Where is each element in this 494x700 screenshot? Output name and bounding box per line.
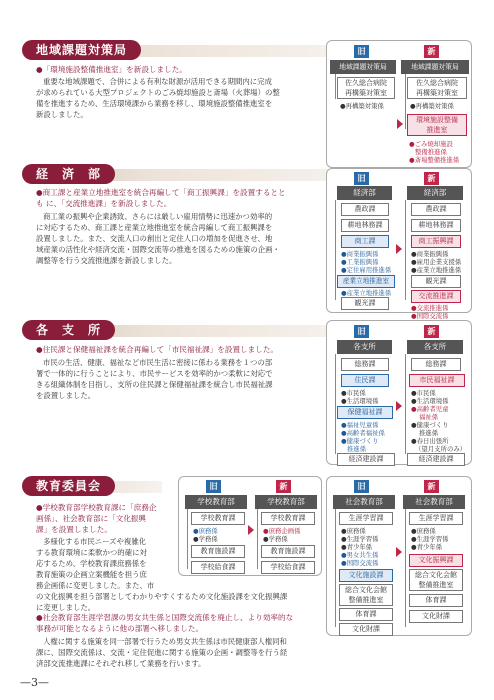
body-paragraph: 重要な地域課題で、合併による有利な財源が活用できる期間内に完成 が求められている大型プロジェクトのごみ焼却施設と斎場（火葬場）の整 備を推進するため、生活環境課から業務を移し、環境施設整備推進室を 新設しました。 <box>36 77 280 119</box>
new-item: ●健康づくり <box>411 421 449 429</box>
new-item: 推進係 <box>419 429 439 437</box>
old-box: 総合文化会館 整備推進室 <box>339 584 393 606</box>
arrow-icon <box>396 244 402 254</box>
section-header-keizai <box>22 164 352 184</box>
new-item: （望月支所のみ） <box>415 445 467 453</box>
old-box: 商工課 <box>341 235 389 248</box>
new-tag: 新 <box>424 172 439 185</box>
new-box: 総務課 <box>411 358 461 371</box>
new-box: 耕地林務課 <box>411 219 461 232</box>
old-tag: 旧 <box>354 172 369 185</box>
org-chart-shisho <box>326 320 472 465</box>
new-box: 文化振興課 <box>409 554 463 567</box>
old-box: 教育施設課 <box>191 545 245 558</box>
new-item: ●青少年係 <box>411 543 443 551</box>
new-tag: 新 <box>424 325 439 338</box>
old-item: ●学務係 <box>193 535 218 543</box>
new-box: 生涯学習課 <box>409 512 463 525</box>
section-title: 各 支 所 <box>22 320 115 340</box>
old-box: 経済建設課 <box>337 453 395 466</box>
old-item: ●工業振興係 <box>341 258 379 266</box>
old-item: ●産業立地推進係 <box>341 289 392 297</box>
new-tag: 新 <box>424 45 439 58</box>
arrow-icon <box>397 119 403 129</box>
body-paragraph: 市民の生活、健康、福祉など市民生活に密接に係わる業務を１つの部 署で一体的に行うことにより、市民サービスを効率的かつ柔軟に対応で きる組織体制を目指し、支所の住民課と保健福祉課を統合し市民福祉課 を設置しました。 <box>36 358 273 400</box>
old-box: 学校教育課 <box>191 512 245 525</box>
new-box: 経済建設課 <box>407 453 465 466</box>
lead-text: ●商工課と産業立地推進室を統合再編して「商工振興課」を設置するとと も に、「交流推進課」を新設しました。 <box>36 188 286 208</box>
old-item: ●男女共生係 <box>341 551 379 559</box>
new-box: 教育施設課 <box>261 545 315 558</box>
new-item: 整備推進係 <box>415 148 447 156</box>
new-item: ●国際交流係 <box>411 312 449 320</box>
lead-text: ●「環境施設整備推進室」を新設しました。 <box>36 65 187 74</box>
new-box: 体育課 <box>409 594 463 607</box>
section-title: 地域課題対策局 <box>22 40 141 60</box>
old-box: 農政課 <box>341 203 389 216</box>
old-box: 文化財課 <box>339 623 393 636</box>
new-tag: 新 <box>424 480 439 493</box>
new-item: ●雇用企業支援係 <box>411 258 462 266</box>
new-box: 農政課 <box>411 203 461 216</box>
old-item: ●生涯学習係 <box>341 535 379 543</box>
lead-text: ●学校教育部学校教育課に「庶務企 画係」、社会教育部に「文化振興 課」を設置しました。 <box>36 503 157 534</box>
old-tag: 旧 <box>206 480 221 493</box>
old-office-box: 佐久総合病院 再構築対策室 <box>337 77 395 99</box>
new-item: ●春日出張所 <box>411 437 449 445</box>
old-box: 総務課 <box>341 358 389 371</box>
new-env-office-box: 環境施設整備 推進室 <box>407 114 467 136</box>
old-office-item: ●再構築対策係 <box>340 102 384 110</box>
old-box: 産業立地推進室 <box>337 275 395 288</box>
new-box: 学校教育課 <box>261 512 315 525</box>
section-header-chiiki <box>22 40 352 60</box>
old-item: ●健康づくり <box>341 437 379 445</box>
old-box: 体育課 <box>339 608 393 621</box>
new-item: ●交流推進係 <box>411 304 449 312</box>
old-box: 住民課 <box>341 374 389 387</box>
new-box: 総合文化会館 整備推進室 <box>409 569 463 591</box>
new-item: ●高齢者児童 <box>411 405 449 413</box>
old-item: ●定住雇用推進係 <box>341 266 392 274</box>
new-item: ●生涯学習係 <box>411 535 449 543</box>
org-chart-shakai <box>326 476 472 636</box>
old-dept-title: 経済部 <box>337 186 392 200</box>
new-item: ●生活環境係 <box>411 397 449 405</box>
section-title: 経 済 部 <box>22 164 115 184</box>
lead-text: ●住民課と保健福祉課を統合再編して「市民福祉課」を設置しました。 <box>36 345 279 354</box>
old-box: 保健福祉課 <box>337 406 393 419</box>
org-chart-chiiki <box>326 40 472 168</box>
new-box: 商工振興課 <box>411 235 461 248</box>
old-item: 推進係 <box>347 445 367 453</box>
new-tag: 新 <box>276 480 291 493</box>
arrow-icon <box>396 547 402 557</box>
old-dept-title: 社会教育部 <box>333 495 395 509</box>
old-dept-title: 地域課題対策局 <box>330 60 396 74</box>
old-item: ●国際交流係 <box>341 559 379 567</box>
new-box: 学校給食課 <box>261 561 315 574</box>
body-paragraph: 人権に関する施策を同一部署で行うため男女共生係は市民健康部人権同和 課に、国際交流係は、交流・定住促進に関する施策の企画・調整等を行う経 済部交流推進課にそれぞれ移して業務を行います。 <box>36 637 288 668</box>
old-tag: 旧 <box>354 480 369 493</box>
new-item: ●斎場整備推進係 <box>409 156 460 164</box>
old-box: 観光課 <box>341 297 389 310</box>
new-box: 観光課 <box>411 275 461 288</box>
new-item: ●学務係 <box>263 535 288 543</box>
old-box: 耕地林務課 <box>341 219 389 232</box>
body-paragraph: 多様化する市民ニーズや複雑化 する教育環境に柔軟かつ的確に対 応するため、学校教育課庶務係を 教育施策の企画立案機能を担う庶 務企画係に変更しました。また、市 の文化振興を担う部署としてわかりやすくするため文化施設課を文化振興課 に変更しました。 <box>36 537 288 612</box>
old-item: ●商業振興係 <box>341 250 379 258</box>
old-tag: 旧 <box>354 45 369 58</box>
old-tag: 旧 <box>354 325 369 338</box>
new-item: ●庶務係 <box>411 527 436 535</box>
old-dept-title: 各支所 <box>337 340 392 354</box>
body-paragraph: 商工業の振興や企業誘致、さらには厳しい雇用情勢に迅速かつ効率的 に対応するため、商工課と産業立地推進室を統合再編して商工振興課を 設置しました。また、交流人口の創出と定住人口の増加を促進させ、地 域産業の活性化や経済交流・国際交流等の推進を図るための施策の企画・ 調整等を行う交流推進課を新設しました。 <box>36 212 280 265</box>
org-chart-gakko <box>178 476 322 576</box>
old-box: 生涯学習課 <box>339 512 393 525</box>
new-item: ●庶務企画係 <box>263 527 301 535</box>
old-item: ●市民係 <box>341 389 366 397</box>
new-dept-title: 経済部 <box>407 186 463 200</box>
old-item: ●生活環境係 <box>341 397 379 405</box>
new-item: ●産業立地推進係 <box>411 266 462 274</box>
old-box: 文化施設課 <box>339 569 393 582</box>
arrow-icon <box>396 401 402 411</box>
new-dept-title: 学校教育部 <box>255 495 317 509</box>
old-item: ●高齢者福祉係 <box>341 429 385 437</box>
old-item: ●福祉児童係 <box>341 421 379 429</box>
old-item: ●庶務係 <box>193 527 218 535</box>
lead-text: ●社会教育部生涯学習課の男女共生係と国際交流係を廃止し、より効率的な 事務が可能となるように他の部署へ移しました。 <box>36 613 294 633</box>
new-dept-title: 社会教育部 <box>403 495 465 509</box>
new-dept-title: 各支所 <box>407 340 463 354</box>
section-title: 教育委員会 <box>22 476 115 496</box>
new-office-item: ●再構築対策係 <box>410 102 454 110</box>
new-item: ●商業振興係 <box>411 250 449 258</box>
org-chart-keizai <box>326 168 472 320</box>
new-item: 福祉係 <box>419 413 439 421</box>
old-item: ●庶務係 <box>341 527 366 535</box>
arrow-icon <box>248 525 254 535</box>
new-office-box: 佐久総合病院 再構築対策室 <box>407 77 467 99</box>
new-dept-title: 地域課題対策局 <box>401 60 469 74</box>
new-box: 文化財課 <box>409 610 463 623</box>
old-item: ●青少年係 <box>341 543 373 551</box>
new-item: ●ごみ焼却施設 <box>409 140 453 148</box>
page-number: —3— <box>20 676 49 689</box>
old-box: 学校給食課 <box>191 561 245 574</box>
new-box: 交流推進課 <box>411 290 461 303</box>
new-item: ●市民係 <box>411 389 436 397</box>
new-box: 市民福祉課 <box>409 374 465 387</box>
section-header-shisho <box>22 320 352 340</box>
section-header-kyoiku <box>22 476 162 496</box>
old-dept-title: 学校教育部 <box>185 495 247 509</box>
